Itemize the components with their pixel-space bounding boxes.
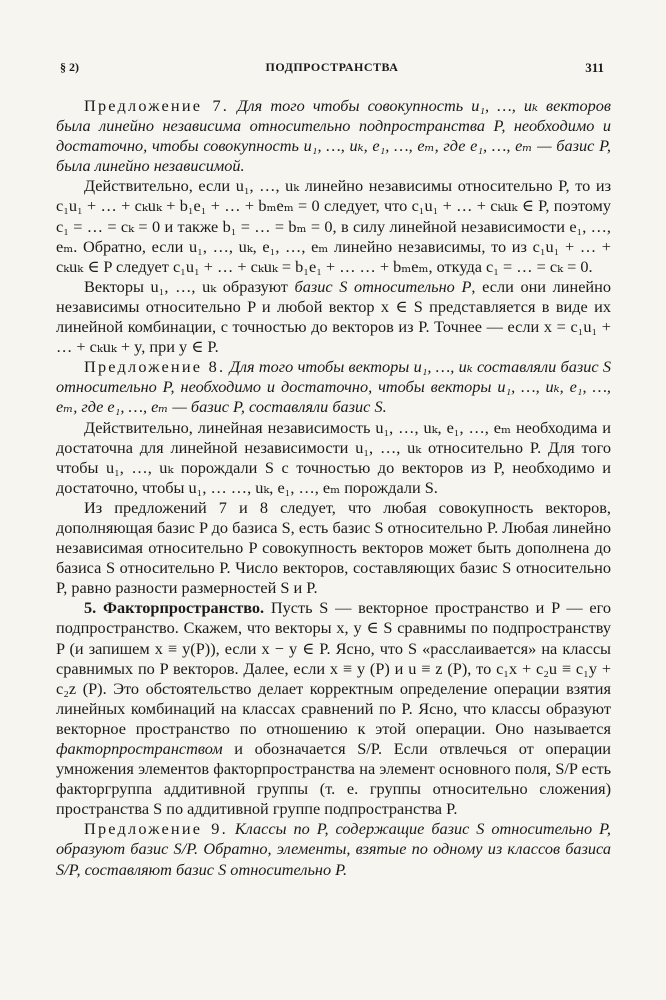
paragraph-text: Действительно, если u₁, …, uₖ линейно независимы относительно P, то из c₁u₁ + … + cₖuₖ + b₁e₁ + … + bₘeₘ = 0 следует, что c₁u₁ + … + cₖuₖ ∈ P, поэтому c₁ = … = cₖ = 0 и также b₁ = … = bₘ = 0, в силу линейной независимости e₁, …, eₘ. Обратно, если u₁, …, uₖ, e₁, …, eₘ линейно независимы, то из c₁u₁ + … + cₖuₖ ∈ P следует c₁u₁ + … + cₖuₖ = b₁e₁ + … … + bₘeₘ, откуда c₁ = … = cₖ = 0. xyxy=(56,176,611,276)
section-marker: § 2) xyxy=(60,60,79,74)
proof-paragraph xyxy=(56,418,611,498)
proposition-statement: Классы по P, содержащие базис S относительно P, образуют базис S/P. Обратно, элементы, взятые по одному из классов базиса S/P, составляют базис S относительно P. xyxy=(56,819,611,879)
proposition-label: Предложение 8. xyxy=(84,357,226,377)
paragraph-text: Из предложений 7 и 8 следует, что любая совокупность векторов, дополняющая базис P до базиса S, есть базис S относительно P. Любая линейно независимая относительно P совокупность векторов может быть дополнена до базиса S относительно P. Число векторов, составляющих базис S относительно P, равно разности размерностей S и P. xyxy=(56,497,611,598)
running-header xyxy=(60,60,604,80)
page-body xyxy=(56,96,611,880)
paragraph-text: , если они линейно независимы относительно P и любой вектор x ∈ S представляется в виде их линейной комбинации, с точностью до векторов из P. Точнее — если x = c₁u₁ + … + cₖuₖ + y, при y ∈ P. xyxy=(56,276,612,357)
proposition-statement: Для того чтобы совокупность u₁, …, uₖ векторов была линейно независима относительно подпространства P, необходимо и достаточно, чтобы совокупность u₁, …, uₖ, e₁, …, eₘ, где e₁, …, eₘ — базис P, была линейно независимой. xyxy=(56,96,611,176)
page-number: 311 xyxy=(585,60,604,75)
paragraph-text: Векторы u₁, …, uₖ образуют xyxy=(84,276,295,296)
corollary-paragraph xyxy=(56,498,611,598)
proposition-label: Предложение 9. xyxy=(84,819,228,839)
proposition-7 xyxy=(56,96,611,176)
proposition-statement: Для того чтобы векторы u₁, …, uₖ составляли базис S относительно P, необходимо и достаточно, чтобы векторы u₁, …, uₖ, e₁, …, eₘ, где e₁, …, eₘ — базис P, составляли базис S. xyxy=(56,357,611,417)
section-heading: 5. Факторпространство. xyxy=(84,598,265,618)
factor-space-section xyxy=(56,598,611,819)
defined-term: базис S относительно P xyxy=(294,276,472,296)
definition-paragraph xyxy=(56,277,611,357)
defined-term: факторпространством xyxy=(56,739,223,758)
paragraph-text: Пусть S — векторное пространство и P — его подпространство. Скажем, что векторы x, y ∈ S сравнимы по подпространству P (и запишем x ≡ y(P)), если x − y ∈ P. Ясно, что S «расслаивается» на классы сравнимых по P векторов. Далее, если x ≡ y (P) и u ≡ z (P), то c₁x + c₂u ≡ c₁y + c₂z (P). Это обстоятельство делает корректным определение операции взятия линейных комбинаций на классах сравнений по P. Ясно, что классы образуют векторное пространство по отношению к этой операции. Оно называется xyxy=(56,598,611,738)
paragraph-text: Действительно, линейная независимость u₁, …, uₖ, e₁, …, eₘ необходима и достаточна для линейной независимости u₁, …, uₖ относительно P. Для того чтобы u₁, …, uₖ порождали S с точностью до векторов из P, необходимо и достаточно, чтобы u₁, … …, uₖ, e₁, …, eₘ порождали S. xyxy=(56,417,611,497)
proof-paragraph xyxy=(56,176,611,276)
running-title: ПОДПРОСТРАНСТВА xyxy=(265,60,399,74)
proposition-label: Предложение 7. xyxy=(84,96,230,115)
proposition-8 xyxy=(56,357,611,417)
paragraph-text: и обозначается S/P. Если отвлечься от операции умножения элементов факторпространства на элемент основного поля, S/P есть факторгруппа аддитивной группы (т. е. группы относительно сложения) пространства S по аддитивной группе подпространства P. xyxy=(56,739,611,819)
proposition-9 xyxy=(56,819,611,879)
